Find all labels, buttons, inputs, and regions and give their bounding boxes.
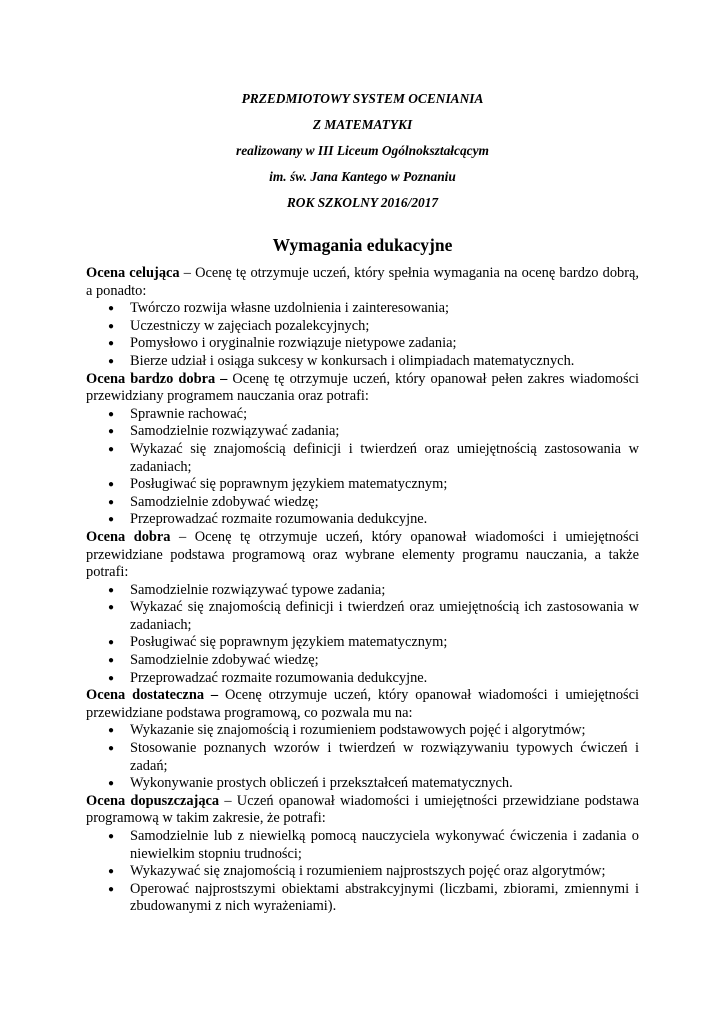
- bullet-icon: ●: [108, 831, 115, 842]
- title-line-4: im. św. Jana Kantego w Poznaniu: [269, 169, 456, 184]
- bullet-icon: ●: [108, 866, 115, 878]
- bullet-icon: ●: [108, 443, 115, 455]
- document-title-block: [86, 86, 639, 216]
- bullet-icon: ●: [108, 479, 115, 491]
- list-item: [86, 881, 639, 916]
- section-heading: Wymagania edukacyjne: [272, 235, 453, 255]
- list-item: [86, 494, 639, 512]
- bullet-icon: ●: [108, 514, 115, 526]
- grade-sections: [86, 265, 639, 916]
- grade-section: [86, 265, 639, 371]
- bullet-icon: ●: [108, 303, 115, 315]
- bullet-icon: ●: [108, 320, 115, 332]
- bullet-icon: ●: [108, 655, 115, 667]
- list-item-text: Wykonywanie prostych obliczeń i przekształceń matematycznych.: [130, 775, 513, 792]
- list-item: [86, 740, 639, 775]
- bullet-icon: ●: [108, 778, 115, 790]
- list-item-text: Posługiwać się poprawnym językiem matematycznym;: [130, 476, 448, 493]
- list-item: [86, 775, 639, 793]
- list-item-text: Wykazać się znajomością definicji i twierdzeń oraz umiejętnością ich zastosowania w zadaniach;: [130, 599, 639, 633]
- grade-description: [86, 265, 639, 300]
- grade-section: [86, 793, 639, 916]
- list-item-text: Operować najprostszymi obiektami abstrakcyjnymi (liczbami, zbiorami, zmiennymi i zbudowanymi z nich wyrażeniami).: [130, 880, 639, 915]
- list-item-text: Wykazanie się znajomością i rozumieniem podstawowych pojęć i algorytmów;: [130, 722, 586, 739]
- list-item: [86, 406, 639, 424]
- grade-intro-text: – Ocenę tę otrzymuje uczeń, który spełnia wymagania na ocenę bardzo dobrą, a ponadto:: [86, 265, 639, 299]
- bullet-icon: ●: [108, 338, 115, 350]
- bullet-icon: ●: [108, 883, 115, 895]
- list-item-text: Samodzielnie lub z niewielką pomocą nauczyciela wykonywać ćwiczenia i zadania o niewielkim stopniu trudności;: [130, 828, 639, 862]
- grade-section: [86, 371, 639, 529]
- list-item: [86, 863, 639, 881]
- grade-section: [86, 529, 639, 687]
- list-item: [86, 582, 639, 600]
- requirements-list: [86, 582, 639, 688]
- grade-name: Ocena celująca: [86, 265, 180, 281]
- list-item-text: Przeprowadzać rozmaite rozumowania dedukcyjne.: [130, 669, 428, 686]
- list-item-text: Samodzielnie zdobywać wiedzę;: [130, 493, 319, 510]
- list-item: [86, 599, 639, 634]
- list-item: [86, 670, 639, 688]
- grade-description: [86, 371, 639, 406]
- list-item: [86, 476, 639, 494]
- list-item-text: Twórczo rozwija własne uzdolnienia i zainteresowania;: [130, 300, 450, 317]
- document-page: [86, 86, 639, 916]
- list-item: [86, 722, 639, 740]
- bullet-icon: ●: [108, 584, 115, 596]
- title-line-3: realizowany w III Liceum Ogólnokształcącym: [236, 143, 489, 158]
- list-item-text: Wykazywać się znajomością i rozumieniem najprostszych pojęć oraz algorytmów;: [130, 863, 606, 880]
- requirements-list: [86, 828, 639, 916]
- list-item-text: Przeprowadzać rozmaite rozumowania dedukcyjne.: [130, 511, 428, 528]
- list-item: [86, 634, 639, 652]
- list-item: [86, 441, 639, 476]
- list-item: [86, 511, 639, 529]
- grade-name: Ocena bardzo dobra –: [86, 370, 228, 387]
- list-item-text: Bierze udział i osiąga sukcesy w konkursach i olimpiadach matematycznych.: [130, 352, 575, 369]
- bullet-icon: ●: [108, 743, 115, 755]
- list-item-text: Stosowanie poznanych wzorów i twierdzeń w rozwiązywaniu typowych ćwiczeń i zadań;: [130, 740, 639, 774]
- grade-description: [86, 687, 639, 722]
- bullet-icon: ●: [108, 496, 115, 508]
- grade-intro-text: Ocenę otrzymuje uczeń, który opanował wiadomości i umiejętności przewidziane podstawa programową, co pozwala mu na:: [86, 687, 640, 721]
- list-item: [86, 318, 639, 336]
- list-item: [86, 828, 639, 863]
- bullet-icon: ●: [108, 602, 115, 614]
- title-line-2: Z MATEMATYKI: [312, 117, 413, 132]
- grade-name: Ocena dobra: [86, 528, 171, 545]
- bullet-icon: ●: [108, 355, 115, 367]
- list-item-text: Samodzielnie zdobywać wiedzę;: [130, 652, 319, 669]
- grade-description: [86, 529, 639, 582]
- grade-section: [86, 687, 639, 793]
- bullet-icon: ●: [108, 725, 115, 737]
- requirements-list: [86, 300, 639, 370]
- requirements-list: [86, 406, 639, 529]
- list-item-text: Pomysłowo i oryginalnie rozwiązuje nietypowe zadania;: [130, 335, 457, 352]
- list-item: [86, 335, 639, 353]
- list-item: [86, 652, 639, 670]
- grade-intro-text: – Ocenę tę otrzymuje uczeń, który opanował wiadomości i umiejętności przewidziane podstawa programową oraz wybrane elementy programu nauczania, a także potrafi:: [86, 528, 639, 581]
- bullet-icon: ●: [108, 408, 115, 420]
- list-item-text: Wykazać się znajomością definicji i twierdzeń oraz umiejętnością zastosowania w zadaniach;: [130, 440, 639, 475]
- list-item: [86, 353, 639, 371]
- grade-description: [86, 793, 639, 828]
- list-item-text: Samodzielnie rozwiązywać zadania;: [130, 423, 340, 440]
- grade-intro-text: – Uczeń opanował wiadomości i umiejętności przewidziane podstawa programową w takim zakresie, że potrafi:: [86, 792, 639, 827]
- bullet-icon: ●: [108, 637, 115, 649]
- list-item-text: Uczestniczy w zajęciach pozalekcyjnych;: [130, 317, 370, 334]
- bullet-icon: ●: [108, 426, 115, 438]
- list-item-text: Sprawnie rachować;: [130, 405, 248, 422]
- grade-intro-text: Ocenę tę otrzymuje uczeń, który opanował pełen zakres wiadomości przewidziany programem nauczania oraz potrafi:: [86, 370, 639, 405]
- title-line-1: PRZEDMIOTOWY SYSTEM OCENIANIA: [241, 91, 484, 106]
- list-item: [86, 300, 639, 318]
- bullet-icon: ●: [108, 672, 115, 684]
- requirements-list: [86, 722, 639, 792]
- list-item: [86, 423, 639, 441]
- grade-name: Ocena dostateczna –: [86, 687, 219, 704]
- title-line-5: ROK SZKOLNY 2016/2017: [286, 195, 439, 210]
- list-item-text: Samodzielnie rozwiązywać typowe zadania;: [130, 581, 386, 598]
- list-item-text: Posługiwać się poprawnym językiem matematycznym;: [130, 634, 448, 651]
- grade-name: Ocena dopuszczająca: [86, 792, 220, 809]
